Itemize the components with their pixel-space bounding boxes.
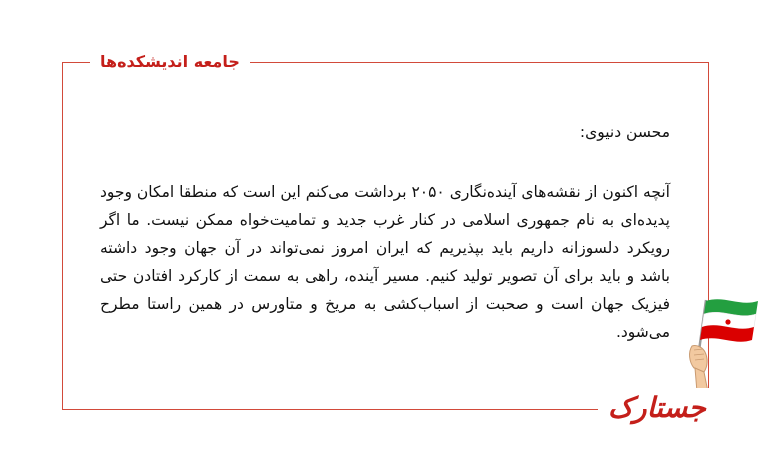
organization-label: جامعه اندیشکده‌ها: [90, 52, 250, 71]
iran-flag-in-hand-icon: [686, 292, 780, 392]
article-body: [100, 120, 670, 346]
article-paragraph: آنچه اکنون از نقشه‌های آینده‌نگاری ۲۰۵۰ برداشت می‌کنم این است که منطقا امکان وجود پدیده‌ای به نام جمهوری اسلامی در کنار غرب جدید و تمامیت‌خواه ممکن نیست. ما اگر رویکرد دلسوزانه داریم باید بپذیریم که ایران امروز نمی‌تواند در آن جهان وجود داشته باشد و باید برای آن تصویر تولید کنیم. مسیر آینده، راهی به سمت از کارکرد افتادن حتی فیزیک جهان است و صحبت از اسباب‌کشی به مریخ و متاورس در همین راستا مطرح می‌شود.: [100, 183, 670, 341]
author-name: محسن دنیوی:: [579, 123, 670, 141]
jostarak-logo: جستارک: [598, 388, 716, 428]
